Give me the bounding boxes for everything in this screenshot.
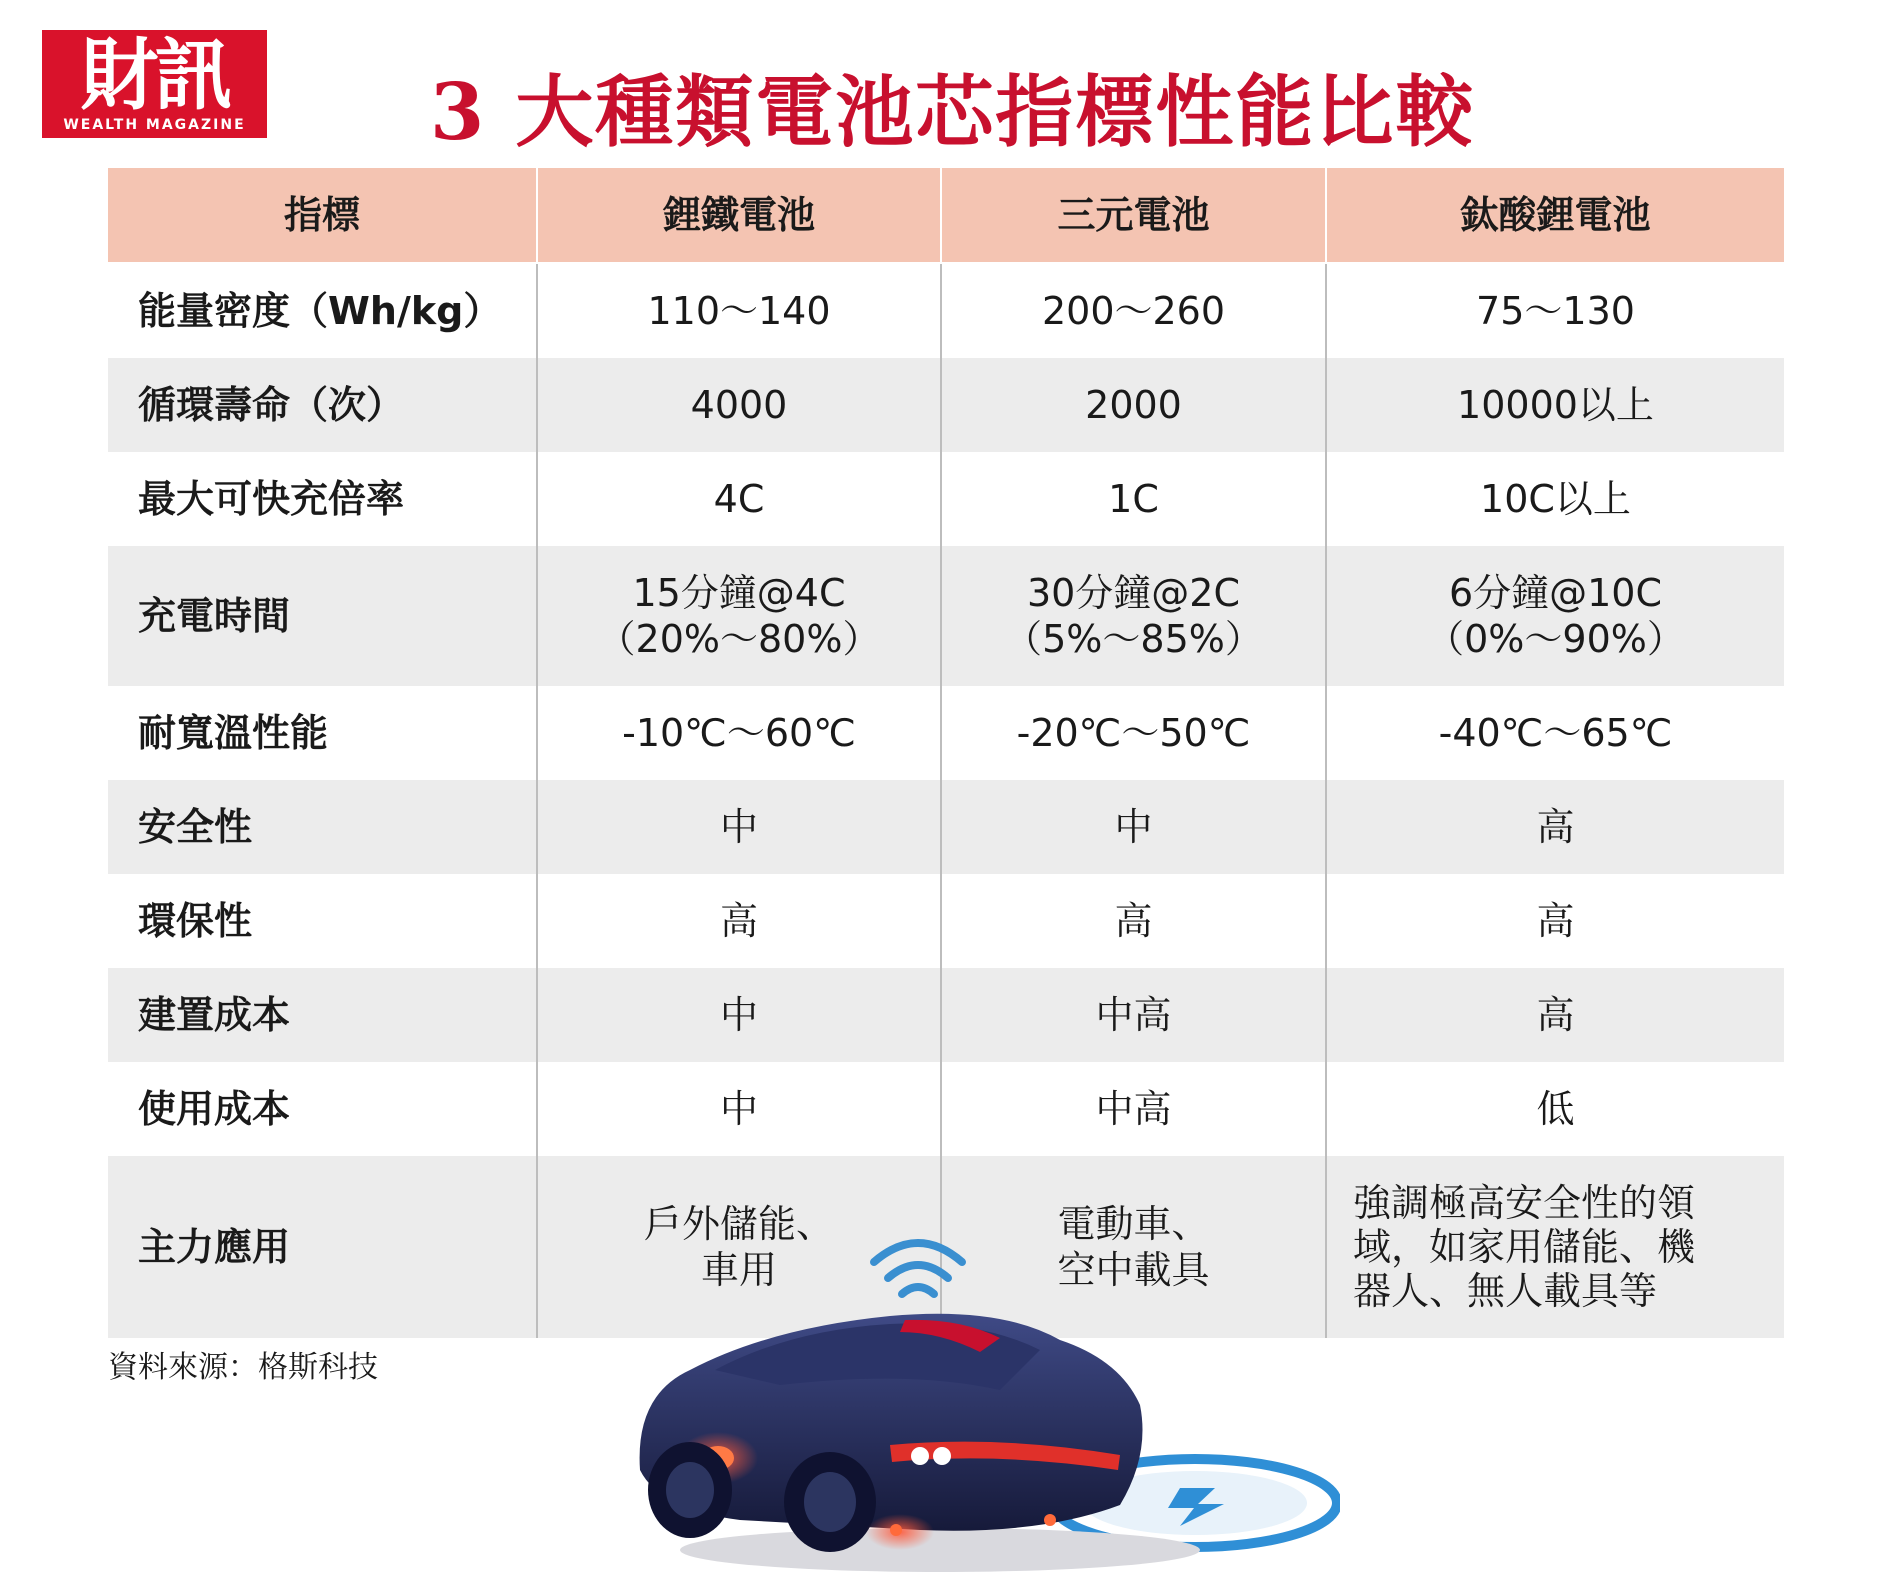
table-cell <box>1326 1156 1784 1338</box>
table-cell <box>537 546 941 686</box>
cell-line: 強調極高安全性的領 <box>1353 1181 1696 1225</box>
table-row <box>108 452 1784 546</box>
table-cell: 高 <box>1326 968 1784 1062</box>
table-cell: 4000 <box>537 358 941 452</box>
row-label: 建置成本 <box>138 993 291 1037</box>
table-cell <box>1326 546 1784 686</box>
table-cell: 10C以上 <box>1326 452 1784 546</box>
table-cell: 中 <box>941 780 1326 874</box>
table-cell: 200～260 <box>941 263 1326 358</box>
table-cell: 高 <box>1326 780 1784 874</box>
table-cell: -20℃～50℃ <box>941 686 1326 780</box>
electric-car-illustration <box>620 1220 1340 1577</box>
wealth-magazine-logo <box>42 30 267 138</box>
table-cell: 75～130 <box>1326 263 1784 358</box>
table-cell: 10000以上 <box>1326 358 1784 452</box>
row-label: 充電時間 <box>138 594 291 638</box>
row-label: 安全性 <box>138 805 253 849</box>
table-cell: 4C <box>537 452 941 546</box>
table-row <box>108 780 1784 874</box>
cell-line: 6分鐘@10C <box>1448 571 1663 615</box>
row-label: 耐寬溫性能 <box>138 711 329 755</box>
table-header-row <box>108 168 1784 263</box>
table-cell: 高 <box>537 874 941 968</box>
cell-line: 30分鐘@2C <box>1026 571 1241 615</box>
table-cell: 中高 <box>941 968 1326 1062</box>
table-cell: 高 <box>941 874 1326 968</box>
table-cell: 中 <box>537 1062 941 1156</box>
page-title: 3 大種類電池芯指標性能比較 <box>430 67 1476 158</box>
table-row <box>108 1062 1784 1156</box>
logo-tagline: WEALTH MAGAZINE <box>63 117 246 133</box>
table-cell <box>941 546 1326 686</box>
row-label: 環保性 <box>138 899 253 943</box>
table-cell: 中高 <box>941 1062 1326 1156</box>
row-label: 最大可快充倍率 <box>138 477 405 521</box>
table-cell: -40℃～65℃ <box>1326 686 1784 780</box>
cell-line: 器人、無人載具等 <box>1353 1269 1658 1313</box>
table-cell: 110～140 <box>537 263 941 358</box>
table-row <box>108 874 1784 968</box>
cell-line: 車用 <box>700 1248 777 1292</box>
cell-line: （5%～85%） <box>1004 617 1263 661</box>
wifi-signal-icon <box>874 1243 962 1294</box>
cell-line: 電動車、 <box>1057 1202 1210 1246</box>
car-body <box>640 1314 1200 1572</box>
table-cell: 高 <box>1326 874 1784 968</box>
source-note: 資料來源：格斯科技 <box>108 1350 378 1385</box>
cell-line: 空中載具 <box>1057 1248 1210 1292</box>
table-cell: -10℃～60℃ <box>537 686 941 780</box>
comparison-table <box>108 168 1784 1338</box>
header-lfp-battery: 鋰鐵電池 <box>537 168 941 263</box>
header-metric: 指標 <box>108 168 537 263</box>
header-lto-battery: 鈦酸鋰電池 <box>1326 168 1784 263</box>
table-cell: 中 <box>537 968 941 1062</box>
table-cell: 中 <box>537 780 941 874</box>
table-row <box>108 546 1784 686</box>
table-cell: 低 <box>1326 1062 1784 1156</box>
cell-line: （0%～90%） <box>1426 617 1685 661</box>
cell-line: （20%～80%） <box>597 617 881 661</box>
table-cell: 2000 <box>941 358 1326 452</box>
row-label: 循環壽命（次） <box>138 383 405 427</box>
table-row <box>108 263 1784 358</box>
table-row <box>108 968 1784 1062</box>
row-label: 主力應用 <box>138 1225 291 1269</box>
logo-mark: 財訊 <box>80 30 229 121</box>
cell-line: 15分鐘@4C <box>632 571 846 615</box>
row-label: 能量密度（Wh/kg） <box>138 289 502 333</box>
row-label: 使用成本 <box>138 1087 291 1131</box>
table-cell: 1C <box>941 452 1326 546</box>
header-ternary-battery: 三元電池 <box>941 168 1326 263</box>
cell-line: 戶外儲能、 <box>643 1202 834 1246</box>
table-row <box>108 358 1784 452</box>
table-row <box>108 686 1784 780</box>
cell-line: 域，如家用儲能、機 <box>1353 1225 1696 1269</box>
